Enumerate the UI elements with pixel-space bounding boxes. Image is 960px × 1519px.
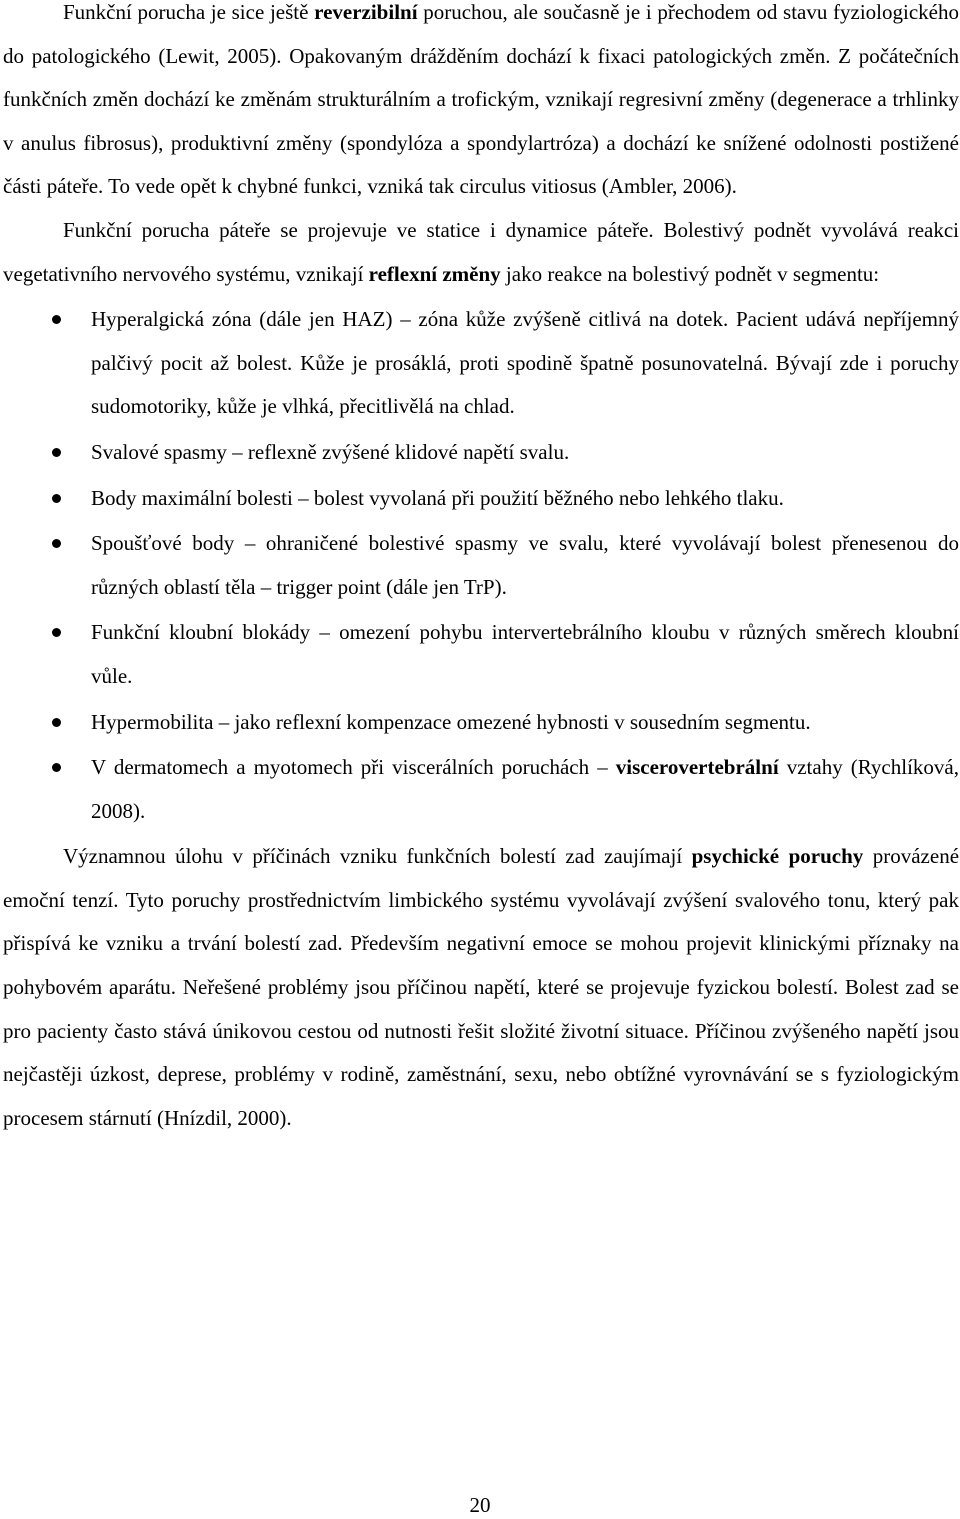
list-item xyxy=(3,701,959,745)
paragraph-text: Funkční porucha páteře se projevuje ve statice i dynamice páteře. Bolestivý podnět vyvolává reakci vegetativního nervového systému, vznikají xyxy=(3,217,959,286)
bullet-icon xyxy=(52,494,61,503)
bold-term-psychicke-poruchy: psychické poruchy xyxy=(691,844,864,869)
paragraph-text: Funkční porucha je sice ještě xyxy=(63,0,315,24)
list-item-text: V dermatomech a myotomech při viscerálních poruchách – xyxy=(91,755,616,780)
list-item xyxy=(3,477,959,521)
list-item-text: vztahy (Rychlíková, 2008). xyxy=(91,755,959,823)
list-item xyxy=(3,746,959,833)
paragraph-psychic-disorders xyxy=(3,835,959,1140)
paragraph-text: Významnou úlohu v příčinách vzniku funkčních bolestí zad zaujímají xyxy=(63,844,692,869)
paragraph-text: poruchou, ale současně je i přechodem od stavu fyziologického do patologického (Lewit, 2005). Opakovaným drážděním dochází k fixaci patologických změn. Z počátečních funkčních změn dochází ke změnám strukturálním a trofickým, vznikají regresivní změny (degenerace a trhlinky v anulus fibrosus), produktivní změny (spondylóza a spondylartróza) a dochází ke snížené odolnosti postižené části páteře. To vede opět k chybné funkci, vzniká tak circulus vitiosus (Ambler, 2006). xyxy=(3,0,959,199)
document-page xyxy=(3,0,959,1140)
list-item-text: Hyperalgická zóna (dále jen HAZ) – zóna kůže zvýšeně citlivá na dotek. Pacient udává nepříjemný palčivý pocit až bolest. Kůže je prosáklá, proti spodině špatně posunovatelná. Bývají zde i poruchy sudomotoriky, kůže je vlhká, přecitlivělá na chlad. xyxy=(91,307,959,419)
paragraph-text: jako reakce na bolestivý podnět v segmentu: xyxy=(500,261,880,286)
list-item xyxy=(3,522,959,609)
page-number: 20 xyxy=(469,1493,491,1517)
list-item-text: Hypermobilita – jako reflexní kompenzace omezené hybnosti v sousedním segmentu. xyxy=(91,709,811,734)
list-item xyxy=(3,431,959,475)
list-item-text: Body maximální bolesti – bolest vyvolaná při použití běžného nebo lehkého tlaku. xyxy=(91,485,784,510)
paragraph-reversibility xyxy=(3,0,959,209)
paragraph-text: provázené emoční tenzí. Tyto poruchy prostřednictvím limbického systému vyvolávají zvýšení svalového tonu, který pak přispívá ke vzniku a trvání bolestí zad. Především negativní emoce se mohou projevit klinickými příznaky na pohybovém aparátu. Neřešené problémy jsou příčinou napětí, které se projevuje fyzickou bolestí. Bolest zad se pro pacienty často stává únikovou cestou od nutnosti řešit složité životní situace. Příčinou zvýšeného napětí jsou nejčastěji úzkost, deprese, problémy v rodině, zaměstnání, sexu, nebo obtížné vyrovnávání se s fyziologickým procesem stárnutí (Hnízdil, 2000). xyxy=(3,844,960,1130)
bullet-icon xyxy=(52,763,61,772)
bullet-icon xyxy=(52,628,61,637)
bullet-icon xyxy=(52,315,61,324)
list-item xyxy=(3,611,959,698)
bold-term-viscerovertebralni: viscerovertebrální xyxy=(615,755,779,780)
bullet-icon xyxy=(52,448,61,457)
bullet-icon xyxy=(52,718,61,727)
paragraph-reflex-changes xyxy=(3,209,959,296)
list-item xyxy=(3,298,959,429)
bold-term-reverzibilni: reverzibilní xyxy=(314,0,418,24)
list-item-text: Svalové spasmy – reflexně zvýšené klidové napětí svalu. xyxy=(91,439,570,464)
list-item-text: Spoušťové body – ohraničené bolestivé spasmy ve svalu, které vyvolávají bolest přenesenou do různých oblastí těla – trigger point (dále jen TrP). xyxy=(91,531,959,599)
list-item-text: Funkční kloubní blokády – omezení pohybu intervertebrálního kloubu v různých směrech kloubní vůle. xyxy=(91,620,959,688)
bullet-icon xyxy=(52,539,61,548)
reflex-changes-list xyxy=(3,298,959,833)
bold-term-reflexni-zmeny: reflexní změny xyxy=(368,261,501,286)
